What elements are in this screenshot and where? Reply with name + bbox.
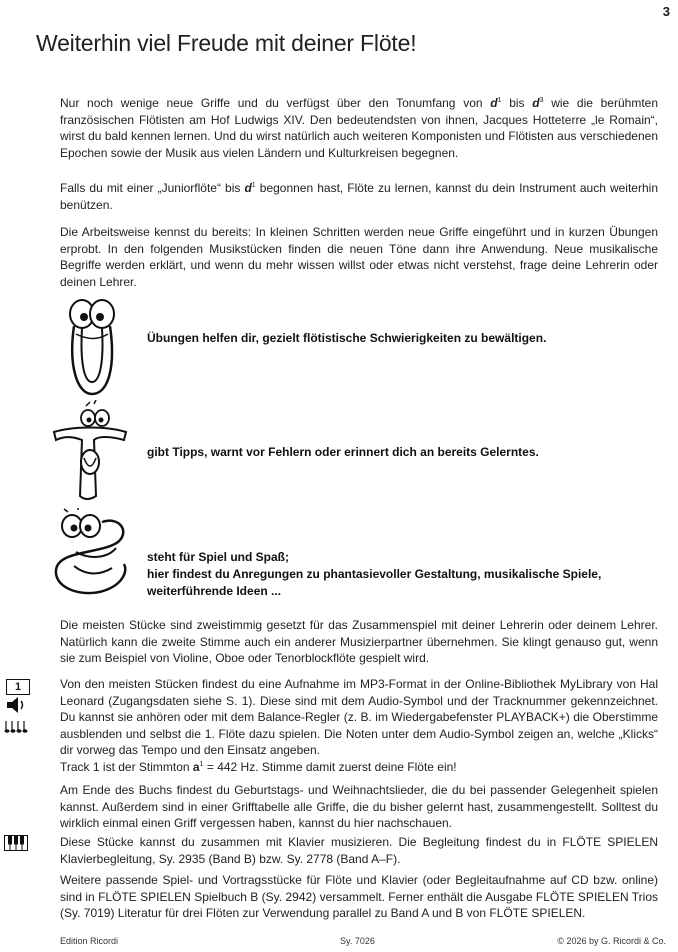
tip-callout-text: gibt Tipps, warnt vor Fehlern oder erinnert dich an bereits Gelerntes. (147, 445, 539, 459)
intro-paragraph-3: Die Arbeitsweise kennst du bereits: In kleinen Schritten werden neue Griffe eingeführt und in kurzen Übungen erprobt. In den folgenden Musikstücken finden die neuen Töne dann ihre Anwendung. Neue musikalische Begriffe werden erklärt, und wenn du mehr wissen willst oder etwas nicht verstehst, frage deine Lehrerin oder deinen Lehrer. (60, 225, 658, 289)
fun-callout-line-2: hier findest du Anregungen zu phantasievoller Gestaltung, musikalische Spiele, (147, 567, 602, 581)
footer-copyright: © 2026 by G. Ricordi & Co. (557, 936, 666, 946)
intro-paragraph-2: Falls du mit einer „Juniorflöte“ bis $d^1$ begonnen hast, Flöte zu lernen, kannst du dein Instrument auch weiterhin benützen. (60, 181, 658, 212)
body-paragraph-further: Weitere passende Spiel- und Vortragsstücke für Flöte und Klavier (oder Begleitaufnahme auf CD bzw. online) sind in FLÖTE SPIELEN Spielbuch B (Sy. 2942) versammelt. Ferner enthält die Ausgabe FLÖTE SPIELEN Trios (Sy. 7019) Literatur für drei Flöten zur Verwendung parallel zu Band A und B von FLÖTE SPIELEN. (60, 873, 658, 920)
tip-character-icon (50, 400, 130, 504)
fun-callout-line-3: weiterführende Ideen ... (147, 584, 282, 598)
body-paragraph-audio: Von den meisten Stücken findest du eine Aufnahme im MP3-Format in der Online-Bibliothek MyLibrary von Hal Leonard (Zugangsdaten siehe S. 1). Diese sind mit dem Audio-Symbol und der Tracknummer gekennzeichnet. Du kannst sie anhören oder mit dem Balance-Regler (z. B. im Wiedergabefenster PLAYBACK+) die Oberstimme ausblenden und selbst die 1. Flöte dazu spielen. Die Noten unter dem Audio-Symbol zeigen an, welche „Klicks“ dir vorweg das Tempo und den Einsatz angeben. Track 1 ist der Stimmton $a^1 = 442$ Hz. Stimme damit zuerst deine Flöte ein! (60, 677, 658, 774)
body-paragraph-piano: Diese Stücke kannst du zusammen mit Klavier musizieren. Die Begleitung findest du in FLÖTE SPIELEN Klavierbegleitung, Sy. 2935 (Band B) bzw. Sy. 2778 (Band A–F). (60, 835, 658, 866)
fun-callout-line-1: steht für Spiel und Spaß; (147, 550, 290, 564)
body-paragraph-songs: Am Ende des Buchs findest du Geburtstags- und Weihnachtslieder, die du bei passender Gelegenheit spielen kannst. Außerdem sind in einer Grifftabelle alle Griffe, die du bisher gelernt hast, zusammengestellt. Solltest du wirklich einmal einen Griff vergessen haben, kannst du hier nachschauen. (60, 783, 658, 830)
footer-catalog-number: Sy. 7026 (340, 936, 375, 946)
exercise-callout-text: Übungen helfen dir, gezielt flötistische Schwierigkeiten zu bewältigen. (147, 331, 547, 345)
exercise-character-icon (58, 298, 126, 400)
piano-icon (4, 835, 28, 851)
track-number: 1 (6, 679, 30, 695)
audio-track-marker (4, 679, 34, 738)
click-notes-icon (4, 721, 30, 733)
speaker-icon (4, 695, 30, 715)
footer-publisher: Edition Ricordi (60, 936, 119, 946)
fun-character-icon (46, 508, 138, 600)
intro-paragraph-1: Nur noch wenige neue Griffe und du verfügst über den Tonumfang von $d^1$ bis $d^3$ wie die berühmten französischen Flötisten am Hof Ludwigs XIV. Den bedeutendsten von ihnen, Jacques Hotteterre „le Romain“, wirst du bald kennen lernen. Und du wirst natürlich auch weiteren Komponisten und Flötisten aus verschiedenen Epochen sowie der Musik aus vielen Ländern und Kulturkreisen begegnen. (60, 96, 658, 160)
page-number: 3 (662, 4, 670, 19)
page-title: Weiterhin viel Freude mit deiner Flöte! (36, 30, 417, 56)
body-paragraph-ensemble: Die meisten Stücke sind zweistimmig gesetzt für das Zusammenspiel mit deiner Lehrerin oder deinem Lehrer. Natürlich kann die zweite Stimme auch ein anderer Musizierpartner übernehmen. Sie klingt genauso gut, wenn sie zum Beispiel von Violine, Oboe oder Tenorblockflöte gespielt wird. (60, 618, 658, 665)
